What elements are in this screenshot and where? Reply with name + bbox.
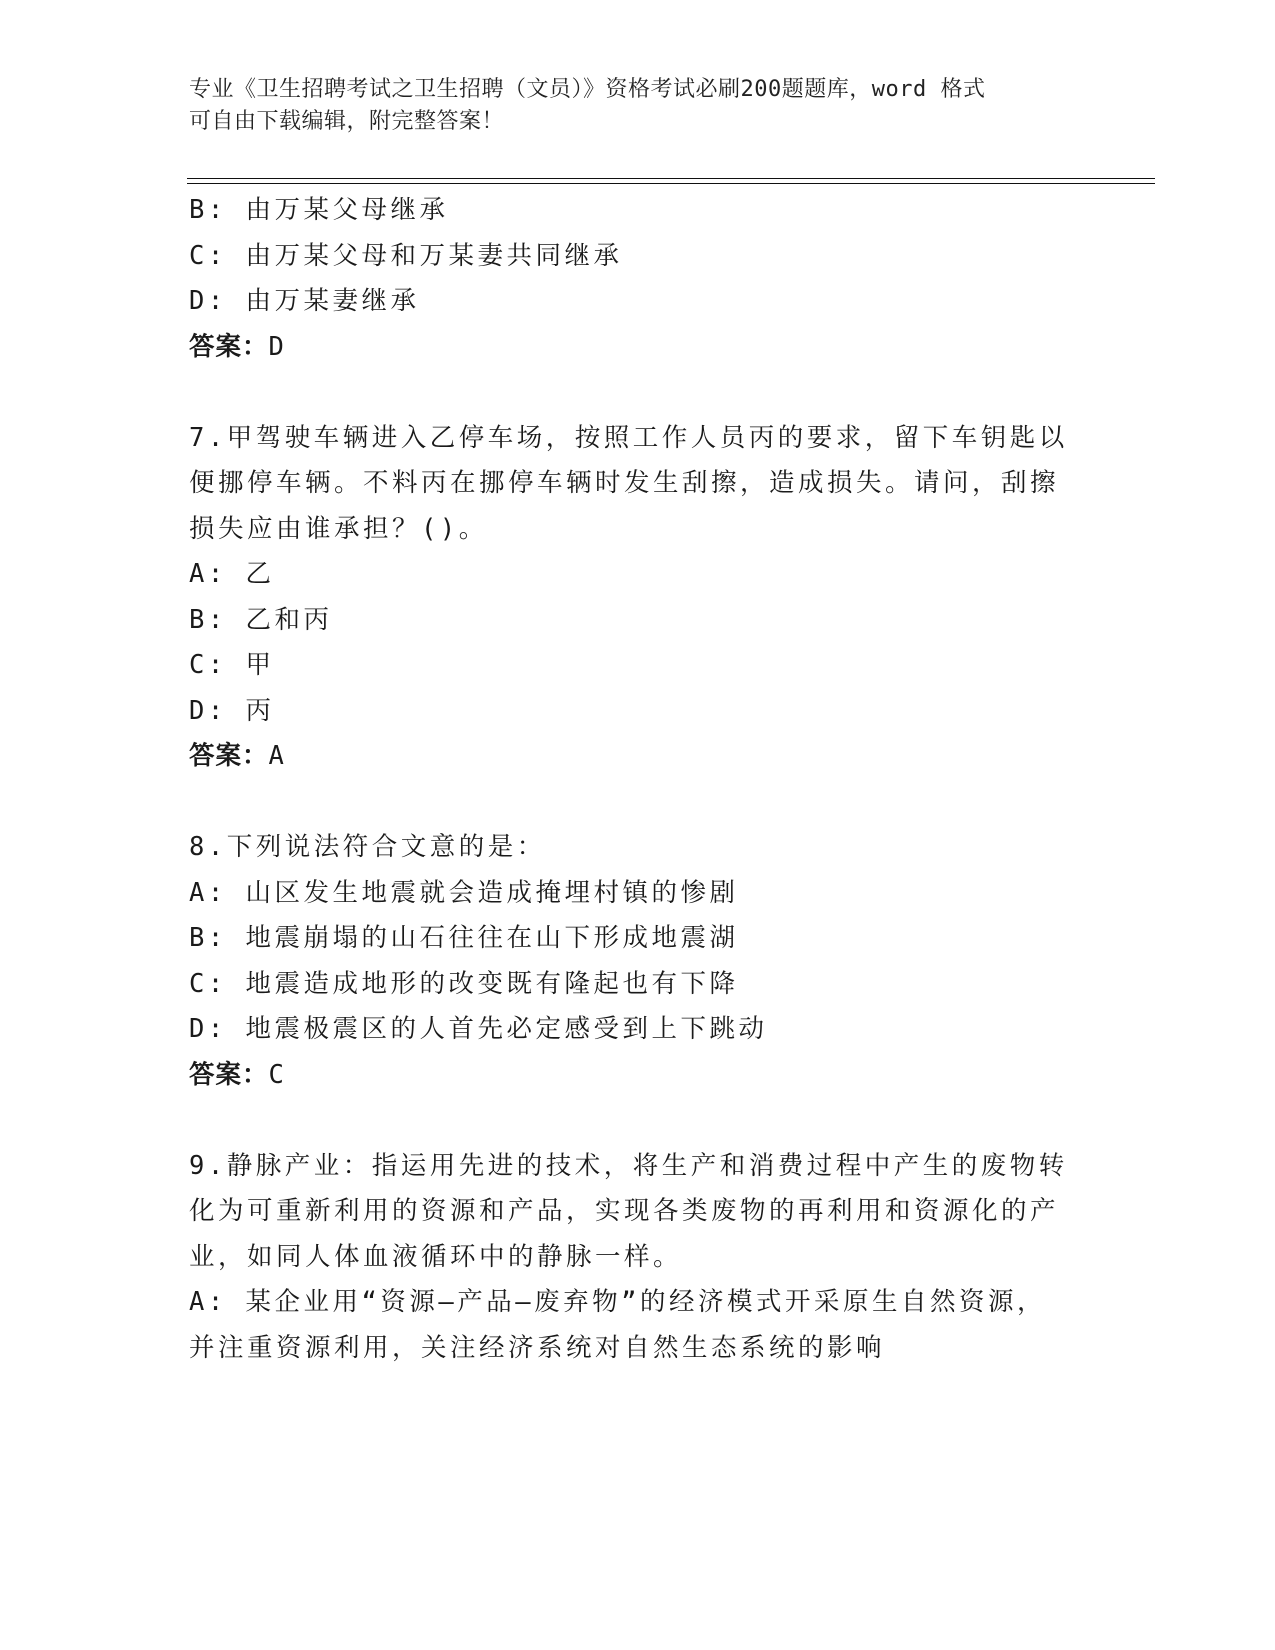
spacer: [189, 370, 1069, 416]
document-body: [189, 188, 1069, 1371]
option-b: B: 地震崩塌的山石往往在山下形成地震湖: [189, 923, 739, 953]
question-stem-line: 8.下列说法符合文意的是：: [189, 832, 546, 862]
header-line-2: 可自由下载编辑，附完整答案！: [189, 109, 505, 134]
option-a: A: 乙: [189, 559, 275, 589]
question-stem-line: 9.静脉产业：指运用先进的技术，将生产和消费过程中产生的废物转: [189, 1150, 1068, 1181]
option-a-continuation: 并注重资源利用，关注经济系统对自然生态系统的影响: [189, 1332, 886, 1363]
option-d: D: 地震极震区的人首先必定感受到上下跳动: [189, 1014, 768, 1044]
header-rule-bottom: [187, 183, 1155, 184]
answer-label: 答案：: [189, 331, 269, 362]
option-d: D: 丙: [189, 695, 275, 726]
answer-value: D: [268, 331, 285, 362]
question-stem-line: 便挪停车辆。不料丙在挪停车辆时发生刮擦，造成损失。请问，刮擦: [189, 468, 1060, 498]
option-c: C: 甲: [189, 650, 275, 680]
answer-value: A: [268, 741, 285, 771]
document-header: [189, 74, 1079, 138]
option-c: C: 由万某父母和万某妻共同继承: [189, 240, 623, 271]
header-rule-top: [187, 178, 1155, 179]
question-9: [189, 1144, 1069, 1372]
answer-line: [189, 734, 1069, 780]
answer-line: [189, 1053, 1069, 1099]
question-stem-line: 7.甲驾驶车辆进入乙停车场，按照工作人员丙的要求，留下车钥匙以: [189, 422, 1068, 453]
answer-label: 答案：: [189, 741, 269, 771]
question-7: [189, 416, 1069, 780]
header-line-1: 专业《卫生招聘考试之卫生招聘（文员）》资格考试必刷200题题库，word 格式: [189, 77, 986, 102]
answer-line: [189, 325, 1069, 371]
option-b: B: 乙和丙: [189, 604, 333, 635]
spacer: [189, 1098, 1069, 1144]
option-d: D: 由万某妻继承: [189, 286, 420, 316]
answer-label: 答案：: [189, 1059, 269, 1090]
spacer: [189, 780, 1069, 826]
question-6: [189, 188, 1069, 370]
option-a: A: 某企业用“资源—产品—废弃物”的经济模式开采原生自然资源，: [189, 1287, 1046, 1317]
answer-value: C: [268, 1059, 285, 1090]
question-stem-line: 业，如同人体血液循环中的静脉一样。: [189, 1241, 683, 1272]
option-c: C: 地震造成地形的改变既有隆起也有下降: [189, 968, 739, 999]
question-stem-line: 损失应由谁承担？()。: [189, 513, 488, 544]
option-a: A: 山区发生地震就会造成掩埋村镇的惨剧: [189, 877, 739, 908]
option-b: B: 由万某父母继承: [189, 195, 449, 225]
question-8: [189, 825, 1069, 1098]
question-stem-line: 化为可重新利用的资源和产品，实现各类废物的再利用和资源化的产: [189, 1196, 1060, 1226]
